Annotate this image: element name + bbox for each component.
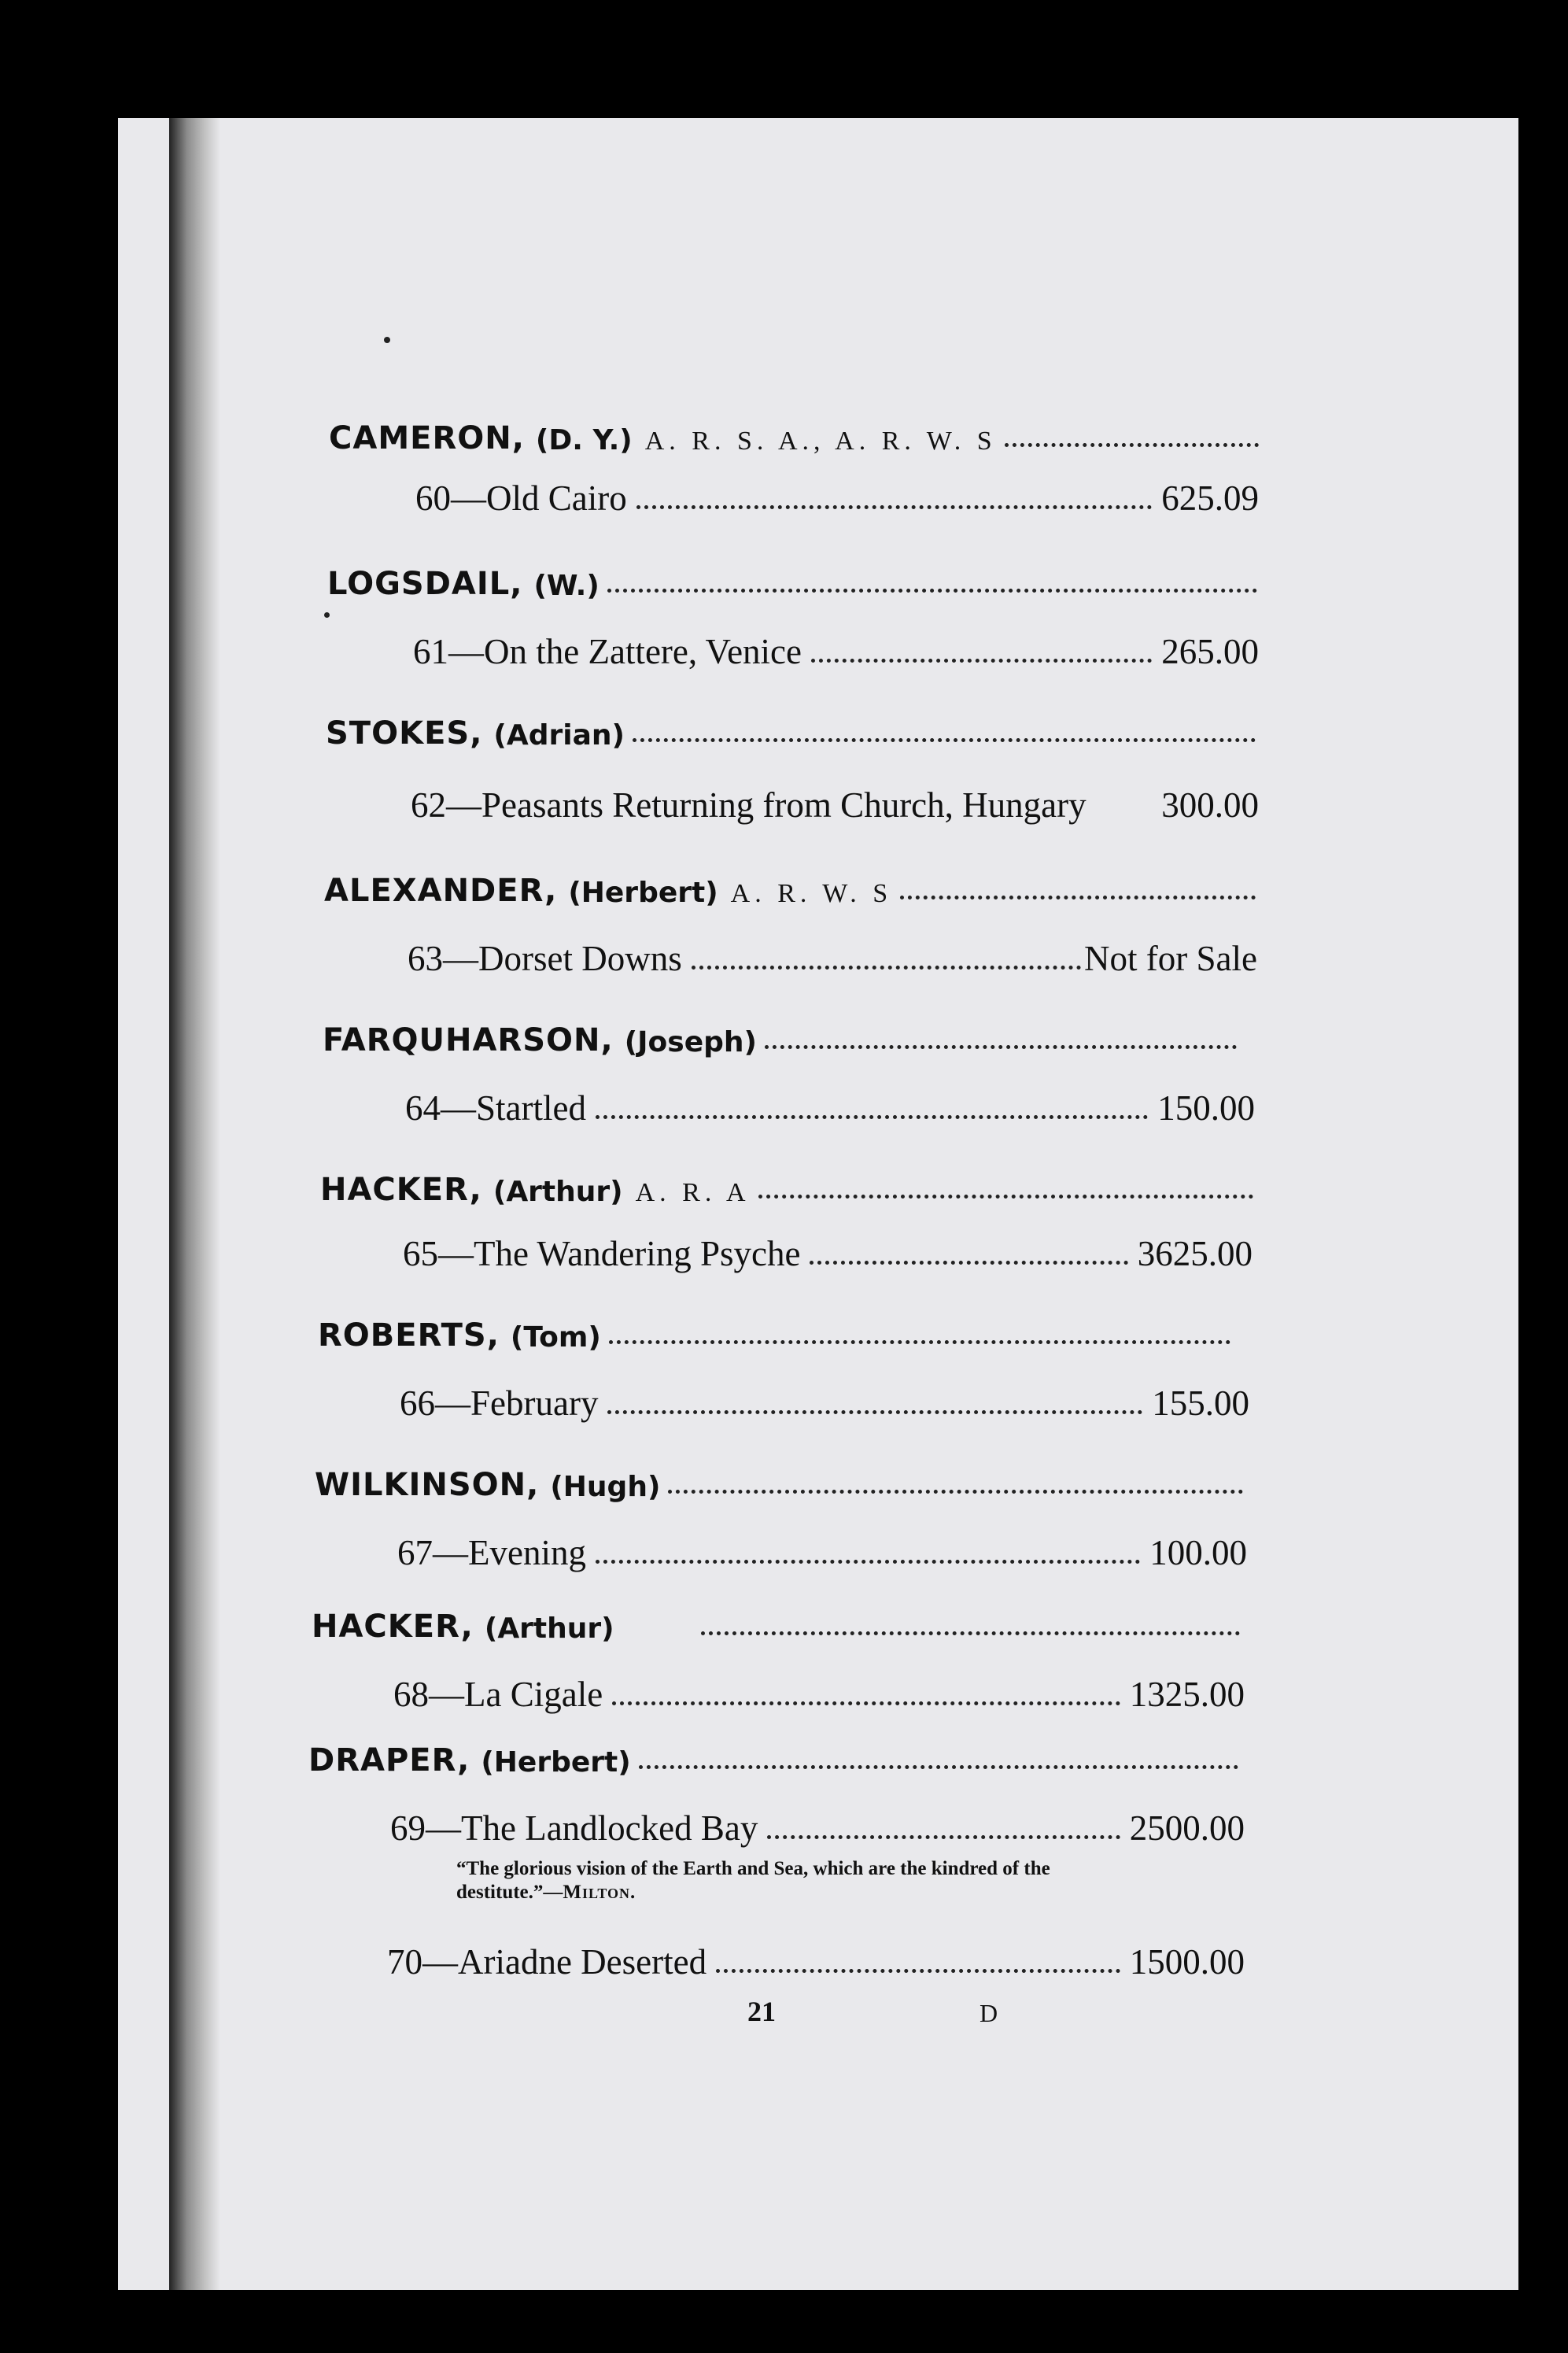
work-title: 65—The Wandering Psyche — [403, 1234, 801, 1273]
leader-dots — [692, 966, 1081, 970]
catalogue-item — [390, 1798, 1245, 1849]
artist-given-name: (Joseph) — [624, 1026, 757, 1058]
epigraph-quote — [456, 1857, 1101, 1904]
artist-heading — [324, 862, 1256, 909]
leader-dots — [767, 1835, 1120, 1839]
binding-edge — [169, 118, 220, 2290]
artist-given-name: (Tom) — [510, 1321, 601, 1354]
leader-dots — [765, 1045, 1237, 1049]
catalogue-item — [387, 1932, 1245, 1982]
artist-surname: LOGSDAIL, — [327, 566, 523, 602]
work-price: 1325.00 — [1129, 1675, 1245, 1714]
artist-heading — [326, 704, 1256, 752]
work-price: 2500.00 — [1129, 1808, 1245, 1848]
artist-honours: A. R. W. S — [730, 879, 893, 908]
leader-dots — [607, 589, 1257, 593]
catalogue-item — [403, 1224, 1253, 1274]
work-title: 60—Old Cairo — [415, 478, 627, 518]
leader-dots — [639, 1765, 1238, 1769]
stray-mark — [384, 337, 390, 343]
leader-dots — [636, 505, 1153, 509]
catalogue-item — [413, 622, 1259, 672]
work-price: 625.09 — [1161, 478, 1259, 518]
artist-honours: A. R. A — [635, 1178, 751, 1207]
artist-given-name: (Adrian) — [493, 719, 625, 752]
artist-heading — [329, 409, 1259, 456]
leader-dots — [668, 1490, 1243, 1494]
artist-surname: STOKES, — [326, 715, 483, 752]
leader-dots — [900, 896, 1256, 899]
work-title: 66—February — [400, 1383, 599, 1423]
artist-heading — [318, 1306, 1230, 1354]
artist-heading — [312, 1598, 1240, 1645]
artist-honours: A. R. S. A., A. R. W. S — [644, 427, 997, 456]
leader-dots — [596, 1560, 1140, 1564]
work-title: 63—Dorset Downs — [408, 939, 682, 978]
work-price: 300.00 — [1161, 785, 1259, 825]
work-price: 1500.00 — [1129, 1942, 1245, 1982]
artist-given-name: (D. Y.) — [535, 424, 633, 456]
artist-surname: DRAPER, — [308, 1742, 470, 1779]
quote-text: “The glorious vision of the Earth and Sea, which are the kindred of the destitute.”— — [456, 1858, 1050, 1903]
stray-mark — [324, 612, 330, 618]
work-price: 100.00 — [1149, 1533, 1247, 1572]
work-title: 70—Ariadne Deserted — [387, 1942, 707, 1982]
quote-author: Milton. — [563, 1882, 636, 1903]
leader-dots — [810, 1261, 1127, 1265]
work-price: 265.00 — [1161, 632, 1259, 671]
work-title: 62—Peasants Returning from Church, Hungary — [411, 785, 1087, 825]
artist-surname: CAMERON, — [329, 420, 525, 456]
catalogue-item — [415, 468, 1259, 519]
leader-dots — [609, 1340, 1230, 1344]
work-price: 155.00 — [1152, 1383, 1249, 1423]
leader-dots — [716, 1969, 1120, 1973]
artist-surname: WILKINSON, — [315, 1467, 540, 1503]
page-number: 21 — [747, 1996, 776, 2027]
leader-dots — [596, 1115, 1148, 1119]
work-title: 67—Evening — [397, 1533, 586, 1572]
work-title: 61—On the Zattere, Venice — [413, 632, 802, 671]
work-title: 69—The Landlocked Bay — [390, 1808, 758, 1848]
artist-given-name: (Herbert) — [481, 1746, 631, 1779]
catalogue-item — [408, 929, 1257, 979]
work-title: 64—Startled — [405, 1088, 586, 1128]
artist-surname: FARQUHARSON, — [323, 1022, 614, 1058]
artist-heading — [320, 1161, 1253, 1208]
catalogue-item — [405, 1078, 1255, 1128]
leader-dots — [612, 1701, 1120, 1705]
catalogue-item — [397, 1523, 1247, 1573]
artist-surname: HACKER, — [320, 1172, 482, 1208]
artist-given-name: (Arthur) — [484, 1612, 614, 1645]
leader-dots — [1005, 443, 1259, 447]
work-price: 3625.00 — [1137, 1234, 1253, 1273]
artist-surname: HACKER, — [312, 1609, 474, 1645]
artist-given-name: (W.) — [533, 570, 600, 602]
catalogue-item — [411, 775, 1259, 826]
leader-dots — [607, 1410, 1142, 1414]
artist-heading — [315, 1456, 1243, 1503]
work-price: 150.00 — [1157, 1088, 1255, 1128]
catalogue-item — [400, 1373, 1249, 1424]
leader-dots — [701, 1631, 1240, 1635]
artist-given-name: (Arthur) — [493, 1176, 623, 1208]
artist-heading — [323, 1011, 1237, 1058]
artist-surname: ALEXANDER, — [324, 873, 558, 909]
artist-heading — [327, 555, 1257, 602]
leader-dots — [811, 659, 1152, 663]
work-title: 68—La Cigale — [393, 1675, 603, 1714]
work-price: Not for Sale — [1084, 939, 1257, 978]
artist-given-name: (Herbert) — [568, 877, 718, 909]
catalogue-item — [393, 1664, 1245, 1715]
artist-surname: ROBERTS, — [318, 1317, 500, 1354]
artist-given-name: (Hugh) — [550, 1471, 661, 1503]
signature-mark: D — [980, 1999, 998, 2027]
leader-dots — [633, 738, 1256, 742]
leader-dots — [758, 1195, 1253, 1199]
artist-heading — [308, 1731, 1238, 1779]
book-spine-shadow — [0, 118, 118, 2290]
